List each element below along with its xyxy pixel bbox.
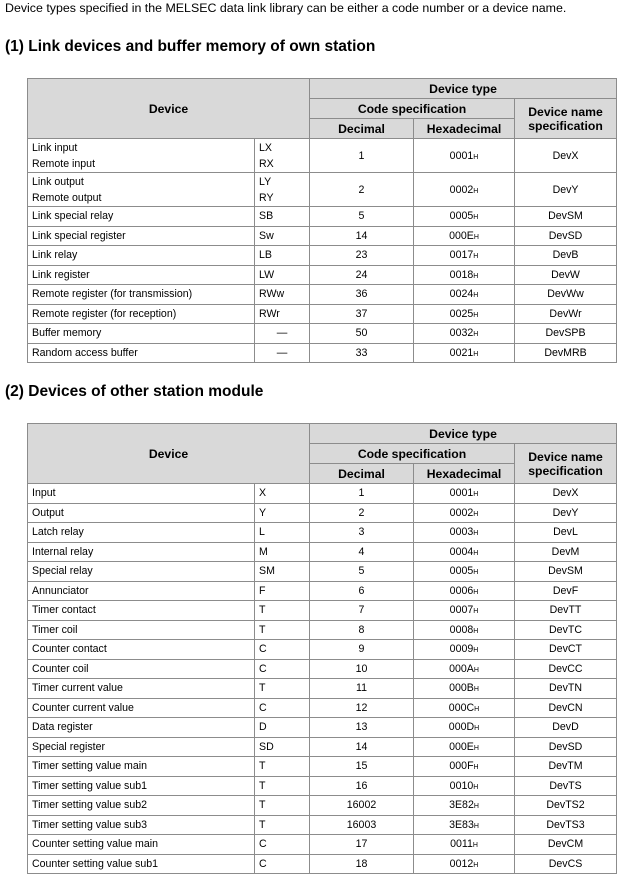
- hex-cell: [414, 737, 515, 757]
- device-name: Special relay: [28, 562, 255, 582]
- hex-value: 0003: [449, 526, 474, 539]
- decimal-cell: 8: [310, 620, 414, 640]
- hex-cell: [414, 542, 515, 562]
- hex-value: 0002: [449, 506, 474, 519]
- header-code-spec: Code specification: [310, 99, 515, 119]
- device-name: Timer setting value sub1: [28, 776, 255, 796]
- hex-suffix: H: [473, 187, 479, 195]
- hex-cell: [414, 796, 515, 816]
- decimal-cell: 10: [310, 659, 414, 679]
- header-hexadecimal: Hexadecimal: [414, 119, 515, 139]
- table-row: [28, 542, 617, 562]
- decimal-cell: 12: [310, 698, 414, 718]
- hex-cell: [414, 698, 515, 718]
- device-name-line: Link input: [32, 141, 78, 154]
- table-row: [28, 659, 617, 679]
- hex-suffix: H: [473, 272, 479, 280]
- device-symbol: T: [255, 757, 310, 777]
- device-symbol: [255, 173, 310, 207]
- table-row: [28, 484, 617, 504]
- device-name-spec-cell: DevY: [515, 503, 617, 523]
- device-name: Timer contact: [28, 601, 255, 621]
- hex-suffix: H: [473, 350, 479, 358]
- decimal-cell: 16: [310, 776, 414, 796]
- device-symbol-value: LY: [259, 175, 272, 188]
- device-symbol: T: [255, 776, 310, 796]
- hex-value: 0012: [449, 857, 474, 870]
- header-code-spec: Code specification: [310, 444, 515, 464]
- decimal-cell: 7: [310, 601, 414, 621]
- table-row: [28, 835, 617, 855]
- decimal-cell: 33: [310, 343, 414, 363]
- device-name: Timer current value: [28, 679, 255, 699]
- decimal-cell: 5: [310, 207, 414, 227]
- device-name-spec-cell: DevW: [515, 265, 617, 285]
- device-symbol-value: RX: [259, 157, 274, 170]
- device-symbol-value: RWr: [259, 307, 280, 320]
- hex-suffix: H: [473, 608, 479, 616]
- hex-value: 0008: [449, 623, 474, 636]
- device-name-line: Link register: [32, 268, 90, 281]
- table-row: [28, 796, 617, 816]
- decimal-cell: 14: [310, 226, 414, 246]
- table-row: [28, 620, 617, 640]
- device-name-spec-cell: DevY: [515, 173, 617, 207]
- hex-value: 0017: [449, 249, 474, 262]
- hex-suffix: H: [473, 214, 479, 222]
- device-name: [28, 265, 255, 285]
- device-symbol: T: [255, 620, 310, 640]
- header-device-type: Device type: [310, 79, 617, 99]
- device-symbol: T: [255, 796, 310, 816]
- device-name: Counter setting value sub1: [28, 854, 255, 874]
- device-name: [28, 139, 255, 173]
- hex-value: 0006: [449, 584, 474, 597]
- device-name: Timer setting value sub2: [28, 796, 255, 816]
- device-name: Input: [28, 484, 255, 504]
- device-symbol: T: [255, 815, 310, 835]
- device-name: [28, 226, 255, 246]
- decimal-cell: 37: [310, 304, 414, 324]
- device-name-spec-cell: DevX: [515, 139, 617, 173]
- device-name-spec-cell: DevTS3: [515, 815, 617, 835]
- hex-cell: [414, 620, 515, 640]
- hex-suffix: H: [473, 491, 479, 499]
- hex-value: 3E82: [449, 799, 474, 812]
- table-row: [28, 246, 617, 266]
- device-name: Annunciator: [28, 581, 255, 601]
- hex-cell: [414, 659, 515, 679]
- device-name-spec-cell: DevSM: [515, 562, 617, 582]
- decimal-cell: 36: [310, 285, 414, 305]
- header-name-spec-line2: specification: [528, 118, 603, 133]
- hex-value: 0011: [450, 838, 473, 851]
- header-name-spec-line1: Device name: [528, 104, 603, 119]
- device-symbol-value: RWw: [259, 288, 285, 301]
- table-row: [28, 698, 617, 718]
- device-name-line: Link special register: [32, 229, 126, 242]
- hex-value: 0009: [449, 643, 474, 656]
- device-name-spec-cell: DevTS: [515, 776, 617, 796]
- hex-cell: [414, 226, 515, 246]
- device-name-spec-cell: DevTS2: [515, 796, 617, 816]
- device-name-spec-cell: DevCC: [515, 659, 617, 679]
- header-hexadecimal: Hexadecimal: [414, 464, 515, 484]
- device-name-spec-cell: DevMRB: [515, 343, 617, 363]
- hex-value: 000E: [449, 229, 474, 242]
- hex-cell: [414, 718, 515, 738]
- table-row: [28, 737, 617, 757]
- device-name-line: Buffer memory: [32, 327, 102, 340]
- device-symbol: [255, 139, 310, 173]
- hex-cell: [414, 503, 515, 523]
- hex-value: 000D: [448, 721, 475, 734]
- hex-suffix: H: [473, 686, 479, 694]
- decimal-cell: 3: [310, 523, 414, 543]
- device-symbol: [255, 226, 310, 246]
- device-symbol: SD: [255, 737, 310, 757]
- own-station-device-table: [27, 78, 617, 363]
- decimal-cell: 18: [310, 854, 414, 874]
- decimal-cell: 14: [310, 737, 414, 757]
- device-name: Data register: [28, 718, 255, 738]
- device-symbol-value: RY: [259, 191, 274, 204]
- device-name-spec-cell: DevCN: [515, 698, 617, 718]
- hex-value: 0002: [449, 183, 474, 196]
- hex-value: 000C: [448, 701, 475, 714]
- decimal-cell: 13: [310, 718, 414, 738]
- device-name-spec-cell: DevTN: [515, 679, 617, 699]
- hex-suffix: H: [474, 705, 480, 713]
- table-row: [28, 324, 617, 344]
- header-device-name-spec: [515, 444, 617, 484]
- hex-value: 0021: [449, 346, 474, 359]
- device-name-line: Remote input: [32, 157, 96, 170]
- device-name: Counter setting value main: [28, 835, 255, 855]
- table-row: [28, 601, 617, 621]
- device-name-spec-cell: DevTC: [515, 620, 617, 640]
- device-symbol: D: [255, 718, 310, 738]
- hex-suffix: H: [473, 233, 479, 241]
- device-name-spec-cell: DevWw: [515, 285, 617, 305]
- device-name-spec-cell: DevL: [515, 523, 617, 543]
- table-row: [28, 173, 617, 207]
- device-symbol-value: LX: [259, 141, 272, 154]
- device-name: Counter current value: [28, 698, 255, 718]
- device-name-spec-cell: DevTM: [515, 757, 617, 777]
- device-symbol: SM: [255, 562, 310, 582]
- decimal-cell: 50: [310, 324, 414, 344]
- hex-suffix: H: [473, 627, 479, 635]
- other-station-device-table: [27, 423, 617, 874]
- decimal-cell: 1: [310, 139, 414, 173]
- device-name-spec-cell: DevCS: [515, 854, 617, 874]
- intro-text: Device types specified in the MELSEC data link library can be either a code number or a device name.: [5, 1, 567, 15]
- device-symbol: [255, 285, 310, 305]
- table-row: [28, 562, 617, 582]
- device-symbol: C: [255, 640, 310, 660]
- device-name: [28, 173, 255, 207]
- table-row: [28, 207, 617, 227]
- header-name-spec-line1: Device name: [528, 449, 603, 464]
- device-name: Special register: [28, 737, 255, 757]
- device-name: Counter contact: [28, 640, 255, 660]
- hex-cell: [414, 285, 515, 305]
- device-name-spec-cell: DevSD: [515, 226, 617, 246]
- decimal-cell: 23: [310, 246, 414, 266]
- hex-cell: [414, 562, 515, 582]
- table-row: [28, 718, 617, 738]
- device-name: [28, 343, 255, 363]
- hex-cell: [414, 484, 515, 504]
- decimal-cell: 16002: [310, 796, 414, 816]
- device-name-line: Remote register (for transmission): [32, 288, 193, 301]
- device-symbol: Y: [255, 503, 310, 523]
- hex-cell: [414, 139, 515, 173]
- hex-cell: [414, 601, 515, 621]
- device-name-line: Remote register (for reception): [32, 307, 177, 320]
- device-symbol: T: [255, 601, 310, 621]
- device-symbol: C: [255, 698, 310, 718]
- device-name-spec-cell: DevD: [515, 718, 617, 738]
- header-name-spec-line2: specification: [528, 463, 603, 478]
- device-symbol-value: —: [276, 327, 288, 340]
- hex-cell: [414, 835, 515, 855]
- decimal-cell: 17: [310, 835, 414, 855]
- device-name-spec-cell: DevB: [515, 246, 617, 266]
- hex-cell: [414, 207, 515, 227]
- device-symbol: [255, 265, 310, 285]
- table-row: [28, 265, 617, 285]
- device-symbol: L: [255, 523, 310, 543]
- decimal-cell: 24: [310, 265, 414, 285]
- section2-title: (2) Devices of other station module: [5, 383, 264, 400]
- device-name: Timer setting value main: [28, 757, 255, 777]
- hex-cell: [414, 640, 515, 660]
- device-symbol: X: [255, 484, 310, 504]
- device-name-line: Link output: [32, 175, 84, 188]
- hex-value: 0005: [449, 565, 474, 578]
- header-device-name-spec: [515, 99, 617, 139]
- hex-cell: [414, 324, 515, 344]
- hex-suffix: H: [473, 666, 479, 674]
- device-name: [28, 246, 255, 266]
- hex-suffix: H: [473, 510, 479, 518]
- table-row: [28, 757, 617, 777]
- decimal-cell: 1: [310, 484, 414, 504]
- decimal-cell: 9: [310, 640, 414, 660]
- device-name: [28, 324, 255, 344]
- hex-value: 000E: [449, 740, 474, 753]
- hex-cell: [414, 523, 515, 543]
- hex-value: 0001: [449, 149, 474, 162]
- table-row: [28, 226, 617, 246]
- hex-value: 0018: [449, 268, 474, 281]
- decimal-cell: 2: [310, 173, 414, 207]
- device-name-spec-cell: DevX: [515, 484, 617, 504]
- hex-value: 0010: [449, 779, 474, 792]
- hex-value: 000F: [449, 760, 474, 773]
- device-symbol: F: [255, 581, 310, 601]
- hex-value: 000B: [449, 682, 474, 695]
- table-row: [28, 523, 617, 543]
- device-name: Counter coil: [28, 659, 255, 679]
- device-name: [28, 304, 255, 324]
- decimal-cell: 16003: [310, 815, 414, 835]
- hex-suffix: H: [473, 530, 479, 538]
- device-name-spec-cell: DevF: [515, 581, 617, 601]
- device-name-line: Random access buffer: [32, 346, 138, 359]
- device-symbol-value: Sw: [259, 229, 274, 242]
- table-row: [28, 503, 617, 523]
- hex-value: 000A: [449, 662, 474, 675]
- table-row: [28, 285, 617, 305]
- device-name: Latch relay: [28, 523, 255, 543]
- hex-suffix: H: [473, 647, 479, 655]
- device-symbol: [255, 343, 310, 363]
- hex-suffix: H: [472, 842, 478, 850]
- table-row: [28, 854, 617, 874]
- hex-suffix: H: [473, 861, 479, 869]
- device-name-spec-cell: DevCT: [515, 640, 617, 660]
- hex-suffix: H: [473, 803, 479, 811]
- hex-cell: [414, 679, 515, 699]
- hex-value: 0032: [449, 327, 474, 340]
- hex-suffix: H: [473, 311, 479, 319]
- hex-suffix: H: [473, 569, 479, 577]
- device-name-spec-cell: DevCM: [515, 835, 617, 855]
- hex-suffix: H: [473, 331, 479, 339]
- device-symbol: [255, 324, 310, 344]
- hex-suffix: H: [473, 822, 479, 830]
- hex-value: 0025: [449, 307, 474, 320]
- hex-suffix: H: [473, 588, 479, 596]
- hex-value: 0001: [449, 487, 474, 500]
- hex-cell: [414, 815, 515, 835]
- hex-value: 0007: [449, 604, 474, 617]
- decimal-cell: 5: [310, 562, 414, 582]
- hex-suffix: H: [473, 253, 479, 261]
- table-row: [28, 581, 617, 601]
- device-symbol-value: LW: [259, 268, 275, 281]
- device-symbol: C: [255, 835, 310, 855]
- device-symbol-value: SB: [259, 210, 274, 223]
- hex-cell: [414, 265, 515, 285]
- table-row: [28, 304, 617, 324]
- device-name-line: Remote output: [32, 191, 102, 204]
- hex-cell: [414, 757, 515, 777]
- device-symbol: M: [255, 542, 310, 562]
- hex-cell: [414, 581, 515, 601]
- decimal-cell: 2: [310, 503, 414, 523]
- section1-title: (1) Link devices and buffer memory of own station: [5, 38, 376, 55]
- device-symbol-value: LB: [259, 249, 272, 262]
- hex-suffix: H: [473, 549, 479, 557]
- device-name: Output: [28, 503, 255, 523]
- hex-cell: [414, 173, 515, 207]
- decimal-cell: 6: [310, 581, 414, 601]
- table-row: [28, 343, 617, 363]
- hex-suffix: H: [473, 744, 479, 752]
- hex-value: 0005: [449, 210, 474, 223]
- table-row: [28, 640, 617, 660]
- hex-suffix: H: [474, 725, 480, 733]
- device-name-spec-cell: DevM: [515, 542, 617, 562]
- header-device: Device: [28, 79, 310, 139]
- table-row: [28, 815, 617, 835]
- device-symbol: [255, 207, 310, 227]
- hex-cell: [414, 246, 515, 266]
- device-name: Internal relay: [28, 542, 255, 562]
- table-row: [28, 139, 617, 173]
- device-symbol: C: [255, 854, 310, 874]
- device-name-line: Link special relay: [32, 210, 114, 223]
- device-symbol: C: [255, 659, 310, 679]
- hex-cell: [414, 854, 515, 874]
- decimal-cell: 4: [310, 542, 414, 562]
- device-symbol: [255, 246, 310, 266]
- hex-cell: [414, 343, 515, 363]
- decimal-cell: 11: [310, 679, 414, 699]
- header-decimal: Decimal: [310, 119, 414, 139]
- device-symbol: T: [255, 679, 310, 699]
- device-name-spec-cell: DevSD: [515, 737, 617, 757]
- device-name-spec-cell: DevWr: [515, 304, 617, 324]
- hex-cell: [414, 776, 515, 796]
- device-name: [28, 285, 255, 305]
- hex-cell: [414, 304, 515, 324]
- hex-suffix: H: [473, 764, 479, 772]
- table-row: [28, 679, 617, 699]
- device-symbol-value: —: [276, 346, 288, 359]
- device-name-spec-cell: DevTT: [515, 601, 617, 621]
- device-name-spec-cell: DevSPB: [515, 324, 617, 344]
- hex-value: 0004: [449, 545, 474, 558]
- device-name: Timer coil: [28, 620, 255, 640]
- hex-suffix: H: [473, 153, 479, 161]
- device-name-spec-cell: DevSM: [515, 207, 617, 227]
- hex-value: 3E83: [449, 818, 474, 831]
- table-row: [28, 776, 617, 796]
- hex-suffix: H: [473, 292, 479, 300]
- header-decimal: Decimal: [310, 464, 414, 484]
- header-device: Device: [28, 424, 310, 484]
- header-device-type: Device type: [310, 424, 617, 444]
- device-name: [28, 207, 255, 227]
- hex-suffix: H: [473, 783, 479, 791]
- device-name-line: Link relay: [32, 249, 78, 262]
- device-name: Timer setting value sub3: [28, 815, 255, 835]
- decimal-cell: 15: [310, 757, 414, 777]
- device-symbol: [255, 304, 310, 324]
- hex-value: 0024: [449, 288, 474, 301]
